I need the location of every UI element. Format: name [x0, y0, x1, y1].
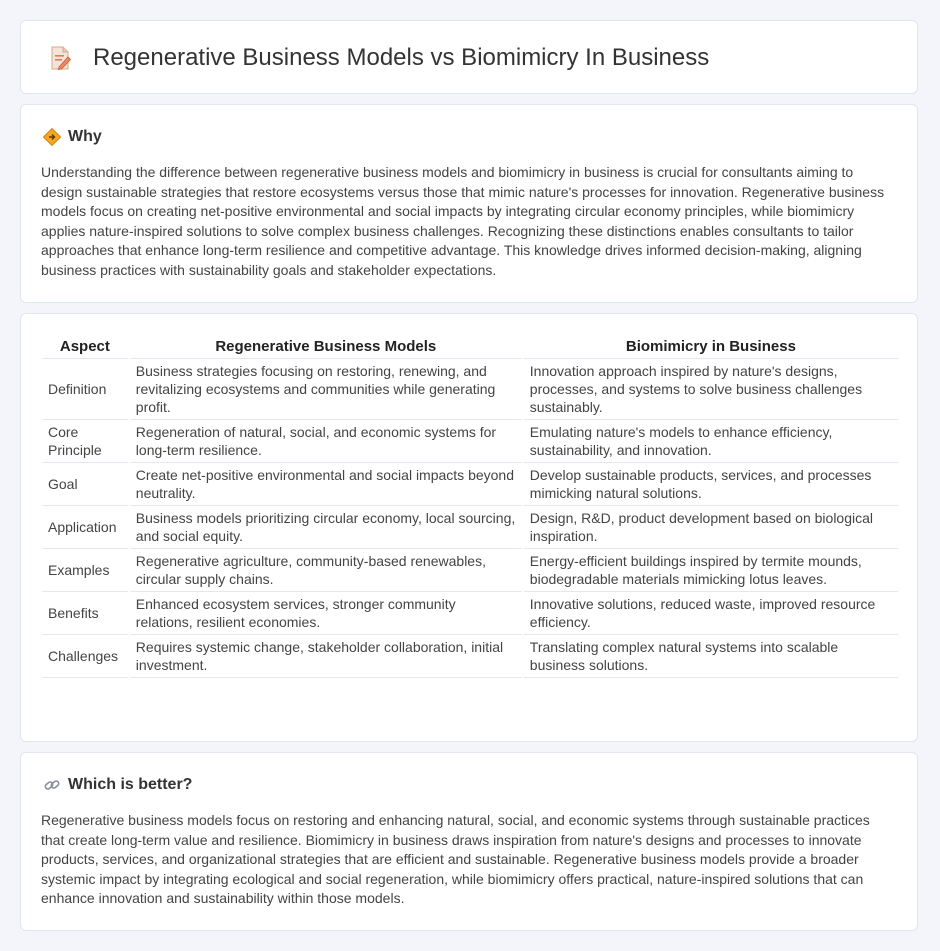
- aspect-cell: Benefits: [42, 592, 129, 635]
- comparison-table: [42, 334, 898, 678]
- table-row: [42, 463, 898, 506]
- aspect-cell: Core Principle: [42, 420, 129, 463]
- table-row: [42, 506, 898, 549]
- table-header-row: [42, 334, 898, 359]
- aspect-cell: Goal: [42, 463, 129, 506]
- comparison-section: [20, 313, 918, 742]
- regenerative-cell: Enhanced ecosystem services, stronger community relations, resilient economies.: [129, 592, 523, 635]
- table-row: [42, 592, 898, 635]
- diamond-sign-icon: [43, 128, 61, 146]
- aspect-cell: Challenges: [42, 635, 129, 678]
- regenerative-cell: Business models prioritizing circular economy, local sourcing, and social equity.: [129, 506, 523, 549]
- biomimicry-cell: Develop sustainable products, services, and processes mimicking natural solutions.: [523, 463, 898, 506]
- which-better-text: Regenerative business models focus on restoring and enhancing natural, social, and economic systems through sustainable practices that create long-term value and resilience. Biomimicry in business draws inspiration from nature's designs and processes to innovate products, services, and organizational strategies that are efficient and sustainable. Regenerative business models provide a broader systemic impact by integrating ecological and social regeneration, while biomimicry offers practical, nature-inspired solutions that can enhance innovation and sustainability within those models.: [41, 812, 870, 907]
- table-row: [42, 549, 898, 592]
- biomimicry-cell: Translating complex natural systems into scalable business solutions.: [523, 635, 898, 678]
- aspect-cell: Application: [42, 506, 129, 549]
- header-biomimicry: Biomimicry in Business: [523, 334, 898, 359]
- regenerative-cell: Business strategies focusing on restoring, renewing, and revitalizing ecosystems and communities while generating profit.: [129, 359, 523, 420]
- regenerative-cell: Regenerative agriculture, community-based renewables, circular supply chains.: [129, 549, 523, 592]
- why-section: [20, 104, 918, 303]
- header-aspect: Aspect: [42, 334, 129, 359]
- page-title: Regenerative Business Models vs Biomimicry In Business: [93, 44, 710, 71]
- biomimicry-cell: Energy-efficient buildings inspired by termite mounds, biodegradable materials mimicking lotus leaves.: [523, 549, 898, 592]
- regenerative-cell: Regeneration of natural, social, and economic systems for long-term resilience.: [129, 420, 523, 463]
- table-row: [42, 635, 898, 678]
- why-text: Understanding the difference between regenerative business models and biomimicry in business is crucial for consultants aiming to design sustainable strategies that restore ecosystems versus those that mimic nature's processes for innovation. Regenerative business models focus on creating net-positive environmental and social impacts by integrating circular economy principles, while biomimicry applies nature-inspired solutions to solve complex business challenges. Recognizing these distinctions enables consultants to tailor approaches that enhance long-term resilience and competitive advantage. This knowledge drives informed decision-making, aligning business practices with sustainability goals and stakeholder expectations.: [41, 164, 885, 278]
- title-card: [20, 20, 918, 94]
- regenerative-cell: Requires systemic change, stakeholder collaboration, initial investment.: [129, 635, 523, 678]
- why-heading: Why: [68, 128, 102, 145]
- which-better-section: [20, 752, 918, 931]
- link-icon: [43, 776, 61, 794]
- table-row: [42, 359, 898, 420]
- which-better-heading: Which is better?: [68, 776, 193, 793]
- table-row: [42, 420, 898, 463]
- regenerative-cell: Create net-positive environmental and social impacts beyond neutrality.: [129, 463, 523, 506]
- biomimicry-cell: Innovation approach inspired by nature's designs, processes, and systems to solve business challenges sustainably.: [523, 359, 898, 420]
- biomimicry-cell: Design, R&D, product development based on biological inspiration.: [523, 506, 898, 549]
- aspect-cell: Definition: [42, 359, 129, 420]
- aspect-cell: Examples: [42, 549, 129, 592]
- document-edit-icon: [47, 45, 73, 71]
- biomimicry-cell: Emulating nature's models to enhance efficiency, sustainability, and innovation.: [523, 420, 898, 463]
- header-regenerative: Regenerative Business Models: [129, 334, 523, 359]
- biomimicry-cell: Innovative solutions, reduced waste, improved resource efficiency.: [523, 592, 898, 635]
